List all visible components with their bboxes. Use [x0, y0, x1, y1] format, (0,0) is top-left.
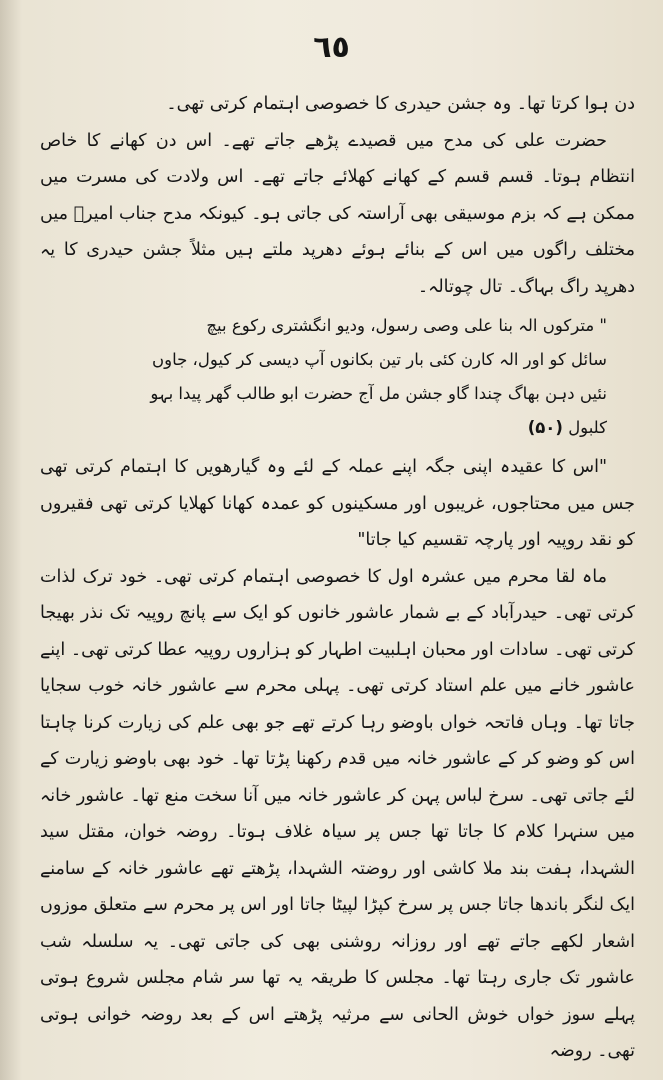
page-number: ٦٥: [313, 30, 350, 65]
page-body: [40, 86, 635, 1070]
footnote-reference: (۵۰): [527, 418, 563, 437]
quoted-verse: [40, 309, 635, 445]
page-edge-shadow: [0, 0, 22, 1080]
verse-line-1: " مترکوں الہ بنا علی وصی رسول، ودیو انگشتری رکوع بیچ: [206, 316, 607, 335]
verse-line-4-text: کلبول: [568, 418, 607, 437]
verse-line-4: [48, 411, 607, 445]
paragraph-2: حضرت علی کی مدح میں قصیدے پڑھے جاتے تھے۔ اس دن کھانے کا خاص انتظام ہوتا۔ قسم قسم کے کھانے کھلائے جاتے تھے۔ اس ولادت کی مسرت میں ممکن ہے کہ بزم موسیقی بھی آراستہ کی جاتی ہو۔ کیونکہ مدح جناب امیرؑ میں مختلف راگوں میں اس کے بنائے ہوئے دھرپد ملتے ہیں مثلاً جشن حیدری کا یہ دھرپد راگ بہاگ۔ تال چوتالہ۔: [40, 130, 635, 297]
verse-line-2: سائل کو اور الہ کارن کئی بار تین بکانوں آپ دیسی کر کیول، جاوں: [151, 350, 607, 369]
paragraph-4: ماہ لقا محرم میں عشرہ اول کا خصوصی اہتمام کرتی تھی۔ خود ترک لذات کرتی تھی۔ حیدرآباد کے بے شمار عاشور خانوں کو ایک سے پانچ روپیہ تک نذر بھیجا کرتی تھی۔ سادات اور محبان اہلبیت اطہار کو ہزاروں روپیہ عطا کرتی تھی۔ اپنے عاشور خانے میں علم استاد کرتی تھی۔ پہلی محرم سے عاشور خانہ خوب سجایا جاتا تھا۔ وہاں فاتحہ خواں باوضو رہا کرتے تھے جو بھی علم کی زیارت کرنا چاہتا اس کو وضو کر کے عاشور خانہ میں قدم رکھنا پڑتا تھا۔ خود بھی باوضو زیارت کے لئے جاتی تھی۔ سرخ لباس پہن کر عاشور خانہ میں آنا سخت منع تھا۔ عاشور خانہ میں سنہرا کلام کا جاتا تھا جس پر سیاہ غلاف ہوتا۔ روضہ خوان، مقتل سید الشہدا، ہفت بند ملا کاشی اور روضتہ الشہدا، پڑھتے تھے عاشور خانہ کے سامنے ایک لنگر باندھا جاتا جس پر سرخ کپڑا لپیٹا جاتا اور اس پر محرم سے متعلق موزوں اشعار لکھے جاتے تھے اور روزانہ روشنی بھی کی جاتی تھی۔ یہ سلسلہ شب عاشور تک جاری رہتا تھا۔ مجلس کا طریقہ یہ تھا سر شام مجلس شروع ہوتی پہلے سوز خواں خوش الحانی سے مرثیہ پڑھتے اس کے بعد روضہ خوانی ہوتی تھی۔ روضہ: [40, 566, 635, 1061]
paragraph-3: "اس کا عقیدہ اپنی جگہ اپنے عملہ کے لئے وہ گیارھویں کا اہتمام کرتی تھی جس میں محتاجوں، غریبوں اور مسکینوں کو عمدہ کھانا کھلایا کرتی تھی فقیروں کو نقد روپیہ اور پارچہ تقسیم کیا جاتا": [40, 457, 635, 550]
verse-line-3: نئیں دہن بھاگ چندا گاو جشن مل آج حضرت ابو طالب گھر پیدا بہو: [150, 384, 607, 403]
paragraph-1: دن ہوا کرتا تھا۔ وہ جشن حیدری کا خصوصی اہتمام کرتی تھی۔: [166, 94, 635, 114]
